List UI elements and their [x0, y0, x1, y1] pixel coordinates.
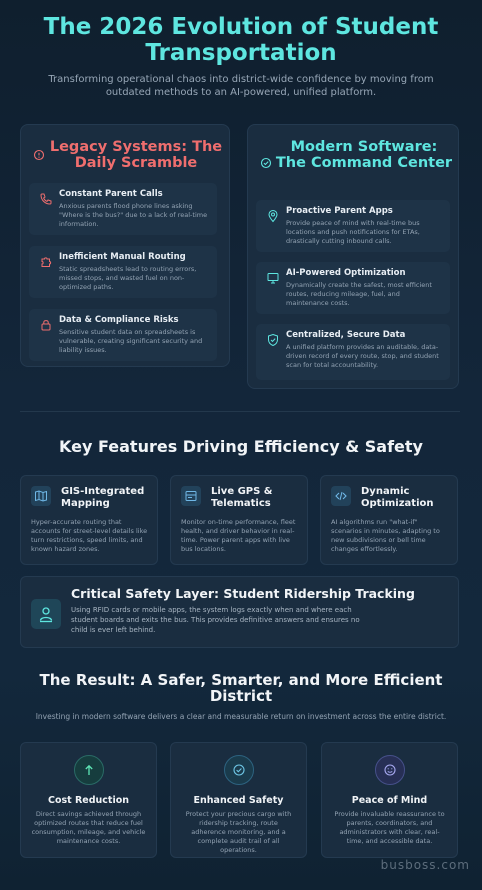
- check-circle-icon: [260, 157, 272, 169]
- legacy-item-desc: Anxious parents flood phone lines asking "Where is the bus?" due to a lack of real-time information.: [59, 202, 208, 228]
- modern-software-panel: [247, 124, 459, 389]
- result-card-safety: [170, 742, 307, 858]
- legacy-item-desc: Sensitive student data on spreadsheets is vulnerable, creating significant security and liability issues.: [59, 328, 203, 354]
- result-desc: Direct savings achieved through optimized routes that reduce fuel consumption, mileage, and vehicle maintenance costs.: [31, 810, 146, 845]
- modern-panel-title: Modern Software: The Command Center: [275, 139, 453, 171]
- legacy-item-title: Inefficient Manual Routing: [59, 252, 186, 262]
- feature-card-gps: [170, 475, 308, 565]
- feature-desc: Monitor on-time performance, fleet health, and driver behavior in real-time. Power parent apps with live bus locations.: [181, 518, 296, 553]
- legacy-item-compliance: [29, 309, 217, 361]
- feature-title: GIS-Integrated Mapping: [61, 486, 145, 509]
- legacy-item-title: Data & Compliance Risks: [59, 315, 179, 325]
- result-title: Peace of Mind: [351, 795, 428, 806]
- results-title: The Result: A Safer, Smarter, and More Efficient District: [39, 671, 443, 705]
- check-circle-icon: [224, 755, 254, 785]
- map-icon: [31, 486, 51, 506]
- modern-item-ai-optimization: [256, 262, 450, 314]
- safety-title: Critical Safety Layer: Student Ridership Tracking: [71, 586, 415, 601]
- legacy-panel-title: Legacy Systems: The Daily Scramble: [49, 139, 223, 171]
- safety-desc: Using RFID cards or mobile apps, the system logs exactly when and where each student boards and exits the bus. This provides definitive answers and ensures no child is ever left behind.: [71, 606, 360, 634]
- result-title: Enhanced Safety: [193, 795, 284, 806]
- modern-item-parent-apps: [256, 200, 450, 252]
- modern-item-secure-data: [256, 324, 450, 380]
- result-desc: Provide invaluable reassurance to parents, coordinators, and administrators with clear, real-time, and accessible data.: [334, 810, 445, 845]
- puzzle-icon: [39, 255, 53, 269]
- results-subtitle: Investing in modern software delivers a clear and measurable return on investment across the entire district.: [35, 712, 447, 721]
- monitor-icon: [266, 271, 280, 285]
- student-icon: [31, 599, 61, 629]
- arrow-up-icon: [74, 755, 104, 785]
- feature-desc: Hyper-accurate routing that accounts for street-level details like turn restrictions, speed limits, and known hazard zones.: [31, 518, 148, 553]
- gps-screen-icon: [181, 486, 201, 506]
- legacy-item-title: Constant Parent Calls: [59, 189, 163, 199]
- legacy-systems-panel: [20, 124, 230, 367]
- shield-check-icon: [266, 333, 280, 347]
- brand-watermark: busboss.com: [380, 858, 470, 872]
- smile-icon: [375, 755, 405, 785]
- feature-card-gis: [20, 475, 158, 565]
- page-title: The 2026 Evolution of Student Transportation: [43, 14, 439, 66]
- feature-desc: AI algorithms run "what-if" scenarios in minutes, adapting to new subdivisions or bell time changes effortlessly.: [331, 518, 440, 553]
- legacy-panel-header: [21, 139, 229, 175]
- feature-title: Dynamic Optimization: [361, 486, 434, 509]
- result-title: Cost Reduction: [47, 795, 130, 806]
- modern-item-title: Centralized, Secure Data: [286, 330, 406, 340]
- phone-icon: [39, 192, 53, 206]
- feature-card-optimization: [320, 475, 458, 565]
- legacy-item-parent-calls: [29, 183, 217, 235]
- modern-item-desc: A unified platform provides an auditable, data-driven record of every route, stop, and student scan for total accountability.: [286, 343, 439, 369]
- map-pin-icon: [266, 209, 280, 223]
- modern-panel-header: [248, 139, 458, 187]
- modern-item-title: Proactive Parent Apps: [286, 206, 393, 216]
- code-icon: [331, 486, 351, 506]
- safety-layer-card: [20, 576, 459, 648]
- result-card-cost: [20, 742, 157, 858]
- modern-item-title: AI-Powered Optimization: [286, 268, 406, 278]
- result-card-peace: [321, 742, 458, 858]
- feature-title: Live GPS & Telematics: [211, 486, 273, 509]
- modern-item-desc: Dynamically create the safest, most efficient routes, reducing mileage, fuel, and maintenance costs.: [286, 281, 432, 307]
- legacy-item-desc: Static spreadsheets lead to routing errors, missed stops, and wasted fuel on non-optimized paths.: [59, 265, 197, 291]
- features-title: Key Features Driving Efficiency & Safety: [59, 437, 423, 456]
- alert-circle-icon: [33, 149, 45, 161]
- page-subtitle: Transforming operational chaos into district-wide confidence by moving from outdated methods to an AI-powered, unified platform.: [48, 74, 434, 98]
- lock-icon: [39, 318, 53, 332]
- legacy-item-manual-routing: [29, 246, 217, 298]
- modern-item-desc: Provide peace of mind with real-time bus locations and push notifications for ETAs, drastically cutting inbound calls.: [286, 219, 420, 245]
- result-desc: Protect your precious cargo with ridership tracking, route adherence monitoring, and a complete audit trail of all operations.: [185, 810, 292, 854]
- section-divider: [20, 411, 460, 412]
